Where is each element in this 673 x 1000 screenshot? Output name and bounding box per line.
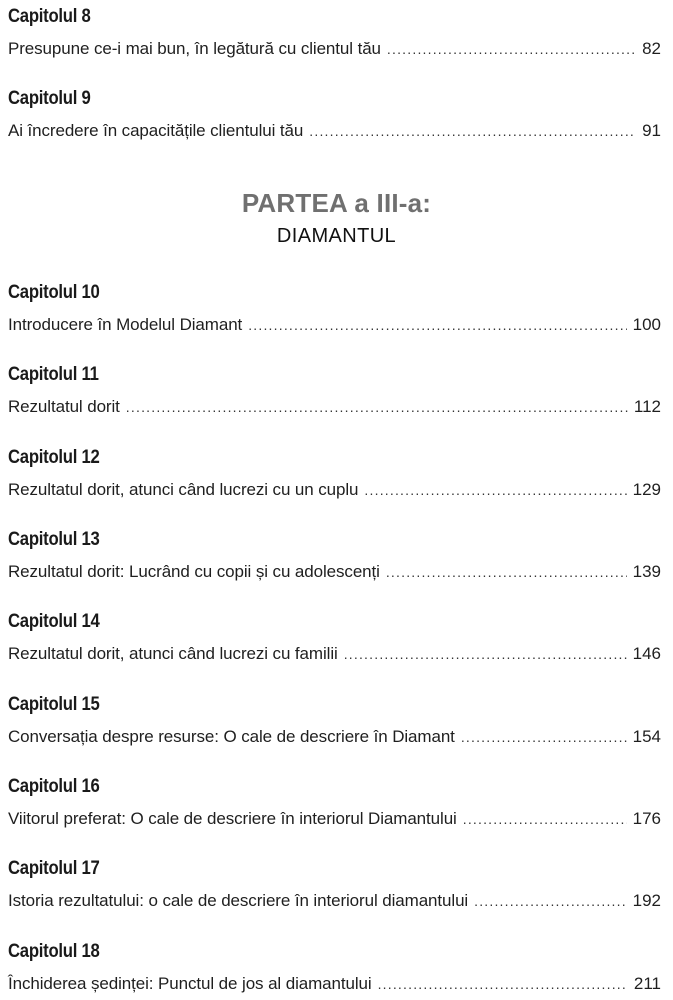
chapter-line: [8, 974, 661, 994]
chapter-line: [8, 644, 661, 664]
toc-entry-chapter-8: [8, 6, 661, 59]
dot-leader: [344, 644, 627, 664]
chapter-title: Presupune ce-i mai bun, în legătură cu clientul tău: [8, 39, 381, 58]
chapter-title: Istoria rezultatului: o cale de descriere în interiorul diamantului: [8, 891, 469, 910]
toc-entry-chapter-17: [8, 858, 661, 911]
chapter-title: Rezultatul dorit: [8, 397, 120, 416]
toc-entry-chapter-13: [8, 529, 661, 582]
dot-leader: [248, 315, 626, 335]
part-subtitle: DIAMANTUL: [276, 225, 397, 247]
chapter-line: [8, 891, 661, 911]
dot-leader: [461, 727, 627, 747]
page-number: 100: [632, 315, 661, 334]
chapter-label: Capitolul 11: [8, 364, 99, 385]
chapter-label: Capitolul 13: [8, 529, 100, 550]
page-number: 146: [632, 644, 661, 663]
toc-entry-chapter-11: [8, 364, 661, 417]
dot-leader: [474, 891, 627, 911]
dot-leader: [386, 562, 627, 582]
toc-entry-chapter-16: [8, 776, 661, 829]
page-number: 82: [642, 39, 661, 58]
chapter-title: Rezultatul dorit, atunci când lucrezi cu familii: [8, 644, 338, 663]
chapter-line: [8, 39, 661, 59]
toc-entry-chapter-18: [8, 941, 661, 994]
dot-leader: [378, 974, 628, 994]
chapter-label: Capitolul 16: [8, 776, 100, 797]
part-title: PARTEA a III-a:: [241, 188, 432, 218]
toc-entry-chapter-15: [8, 694, 661, 747]
page-number: 139: [632, 562, 661, 581]
chapter-label: Capitolul 9: [8, 88, 91, 109]
chapter-title: Rezultatul dorit, atunci când lucrezi cu un cuplu: [8, 480, 359, 499]
chapter-line: [8, 480, 661, 500]
part-heading: [0, 188, 673, 248]
chapter-line: [8, 315, 661, 335]
page-number: 154: [632, 727, 661, 746]
chapter-label: Capitolul 12: [8, 447, 100, 468]
chapter-label: Capitolul 10: [8, 282, 100, 303]
toc-entry-chapter-9: [8, 88, 661, 141]
page-number: 129: [632, 480, 661, 499]
chapter-title: Închiderea ședinței: Punctul de jos al diamantului: [8, 974, 372, 993]
toc-entry-chapter-14: [8, 611, 661, 664]
chapter-label: Capitolul 18: [8, 941, 100, 962]
dot-leader: [126, 397, 628, 417]
page-number: 211: [633, 974, 661, 993]
chapter-line: [8, 727, 661, 747]
chapter-title: Rezultatul dorit: Lucrând cu copii și cu adolescenți: [8, 562, 380, 581]
page-number: 91: [642, 121, 661, 140]
chapter-title: Ai încredere în capacitățile clientului tău: [8, 121, 304, 140]
chapter-title: Viitorul preferat: O cale de descriere în interiorul Diamantului: [8, 809, 457, 828]
page-number: 192: [632, 891, 661, 910]
chapter-label: Capitolul 15: [8, 694, 100, 715]
chapter-line: [8, 809, 661, 829]
chapter-label: Capitolul 8: [8, 6, 91, 27]
chapter-label: Capitolul 17: [8, 858, 100, 879]
page-number: 112: [633, 397, 661, 416]
chapter-line: [8, 562, 661, 582]
chapter-title: Conversația despre resurse: O cale de descriere în Diamant: [8, 727, 455, 746]
dot-leader: [364, 480, 626, 500]
chapter-title: Introducere în Modelul Diamant: [8, 315, 243, 334]
dot-leader: [387, 39, 636, 59]
chapter-label: Capitolul 14: [8, 611, 100, 632]
toc-entry-chapter-10: [8, 282, 661, 335]
chapter-line: [8, 121, 661, 141]
page-number: 176: [632, 809, 661, 828]
chapter-line: [8, 397, 661, 417]
toc-entry-chapter-12: [8, 447, 661, 500]
dot-leader: [309, 121, 636, 141]
dot-leader: [463, 809, 627, 829]
